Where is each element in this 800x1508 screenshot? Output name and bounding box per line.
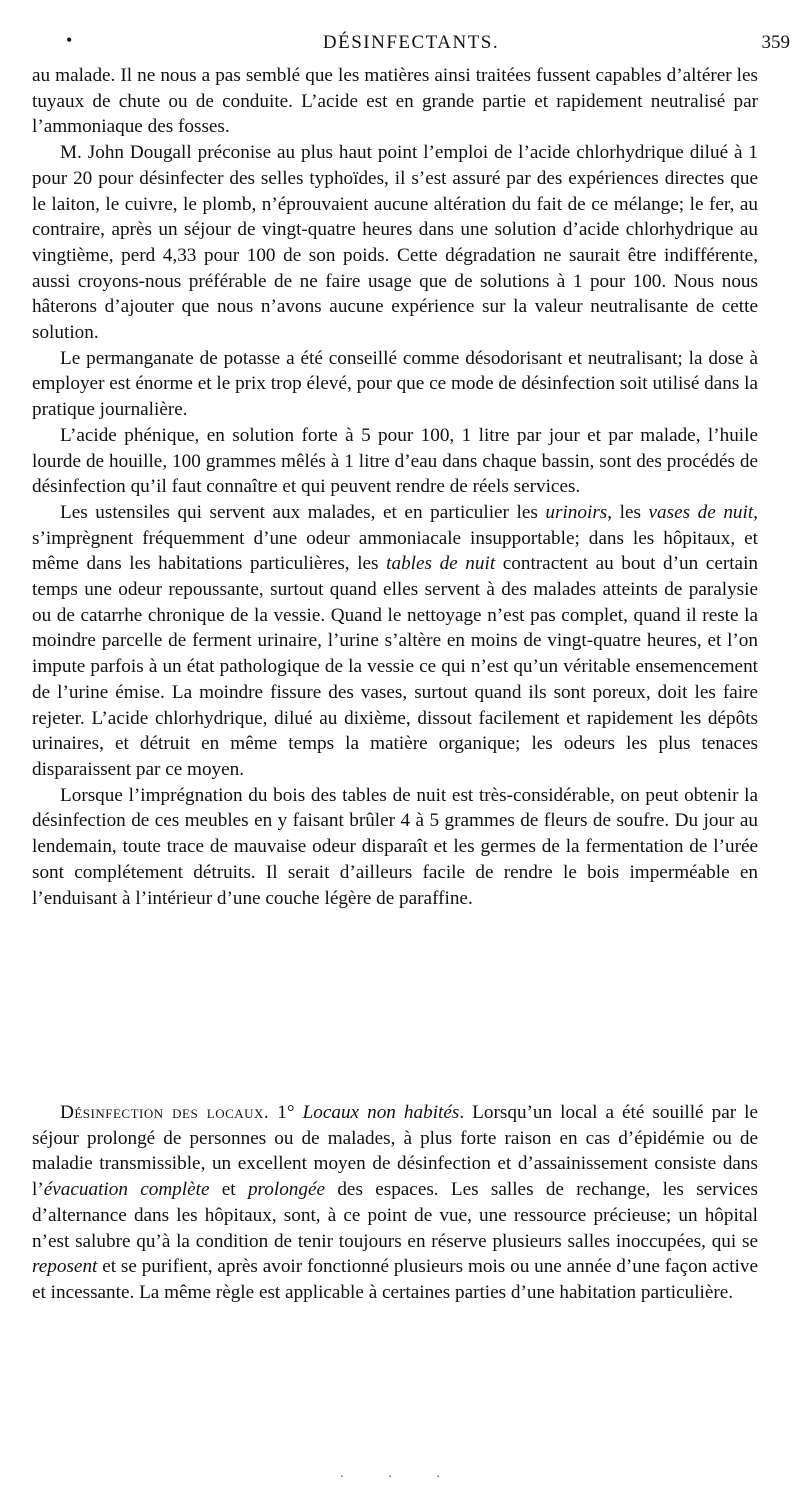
italic-term-reposent: reposent: [32, 1256, 98, 1278]
page-header: [32, 30, 790, 58]
italic-term-vases-de-nuit: vases de nuit: [648, 501, 754, 523]
page-number: 359: [761, 32, 790, 53]
italic-term-prolongee: prolongée: [247, 1179, 326, 1201]
paragraph-permanganate: Le permanganate de potasse a été conseillé comme désodorisant et neutralisant; la dose à employer est énorme et le prix trop élevé, pour que ce mode de désinfection soit utilisé dans la pratique journalière.: [32, 347, 758, 421]
text-span: . Lorsqu’un local a été souillé par le séjour prolongé de personnes ou de malades, à plus forte raison en cas d’épidémie ou de maladie transmissible, un excellent moyen de désinfection et d’assainissement consiste dans l’: [32, 1102, 758, 1201]
footer-marks: · · ·: [339, 1470, 461, 1485]
running-title: DÉSINFECTANTS.: [322, 32, 500, 53]
text-span: et: [209, 1179, 248, 1201]
text-span: contractent au bout d’un certain temps une odeur repoussante, surtout quand elles servent à des malades atteints de paralysie ou de catarrhe chronique de la vessie. Quand le nettoyage n’est pas complet, quand il reste la moindre parcelle de ferment urinaire, l’urine s’altère en moins de vingt-quatre heures, et l’on impute parfois à un état pathologique de la vessie ce qui n’est qu’un véritable ensemencement de l’urine émise. La moindre fissure des vases, surtout quand ils sont poreux, doit les faire rejeter. L’acide chlorhydrique, dilué au dixième, dissout facilement et rapidement les dépôts urinaires, et détruit en même temps la matière organique; les odeurs les plus tenaces disparaissent par ce moyen.: [32, 553, 759, 780]
section-subheading: Locaux non habités: [302, 1102, 460, 1123]
section-desinfection-des-locaux: [32, 1100, 758, 1306]
paragraph-continued: au malade. Il ne nous a pas semblé que les matières ainsi traitées fussent capables d’altérer les tuyaux de chute ou de conduite. L’acide est en grande partie et rapidement neutralisé par l’ammoniaque des fosses.: [32, 65, 758, 138]
section-number: 1°: [269, 1102, 303, 1123]
main-text: [32, 63, 758, 911]
paragraph-dougall: M. John Dougall préconise au plus haut point l’emploi de l’acide chlorhydrique dilué à 1 pour 20 pour désinfecter des selles typhoïdes, il s’est assuré par des expériences directes que le laiton, le cuivre, le plomb, n’éprouvaient aucune altération du fait de ce mélange; le fer, au contraire, après un séjour de vingt-quatre heures dans une solution d’acide chlorhydrique au vingtième, perd 4,33 pour 100 de son poids. Cette dégradation ne saurait être indifférente, aussi croyons-nous préférable de ne faire usage que de solutions à 1 pour 100. Nous nous hâterons d’ajouter que nous n’avons aucune expérience sur la valeur neutralisante de cette solution.: [32, 142, 758, 344]
text-span: des espaces. Les salles de rechange, les services d’alternance dans les hôpitaux, sont, à ce point de vue, une ressource précieuse; un hôpital n’est salubre qu’à la condition de tenir toujours en réserve plusieurs salles inoccupées, qui se: [32, 1179, 758, 1252]
paragraph-acide-phenique: L’acide phénique, en solution forte à 5 pour 100, 1 litre par jour et par malade, l’huile lourde de houille, 100 grammes mêlés à 1 litre d’eau dans chaque bassin, sont des procédés de désinfection qu’il faut connaître et qui peuvent rendre de réels services.: [32, 424, 758, 498]
text-span: Les ustensiles qui servent aux malades, et en particulier les: [60, 501, 546, 523]
paragraph-locaux-non-habites: [32, 1100, 758, 1306]
text-span: , les: [607, 501, 649, 523]
section-heading: Désinfection des locaux.: [60, 1102, 270, 1123]
italic-term-urinoirs: urinoirs: [545, 501, 608, 523]
text-span: et se purifient, après avoir fonctionné plusieurs mois ou une année d’une façon active et incessante. La même règle est applicable à certaines parties d’une habitation particulière.: [32, 1256, 758, 1303]
italic-term-evacuation: évacuation complète: [43, 1179, 210, 1201]
paragraph-ustensiles: [32, 500, 758, 783]
header-bullet: •: [66, 30, 73, 50]
italic-term-tables-de-nuit: tables de nuit: [386, 553, 496, 575]
paragraph-impregnation: Lorsque l’imprégnation du bois des tables de nuit est très-considérable, on peut obtenir la désinfection de ces meubles en y faisant brûler 4 à 5 grammes de fleurs de soufre. Du jour au lendemain, toute trace de mauvaise odeur disparaît et les germes de la fermentation de l’urée sont complétement détruits. Il serait d’ailleurs facile de rendre le bois imperméable en l’enduisant à l’intérieur d’une couche légère de paraffine.: [32, 784, 758, 909]
text-span: , s’imprègnent fréquemment d’une odeur ammoniacale insupportable; dans les hôpitaux, et même dans les habitations particulières, les: [32, 501, 758, 575]
